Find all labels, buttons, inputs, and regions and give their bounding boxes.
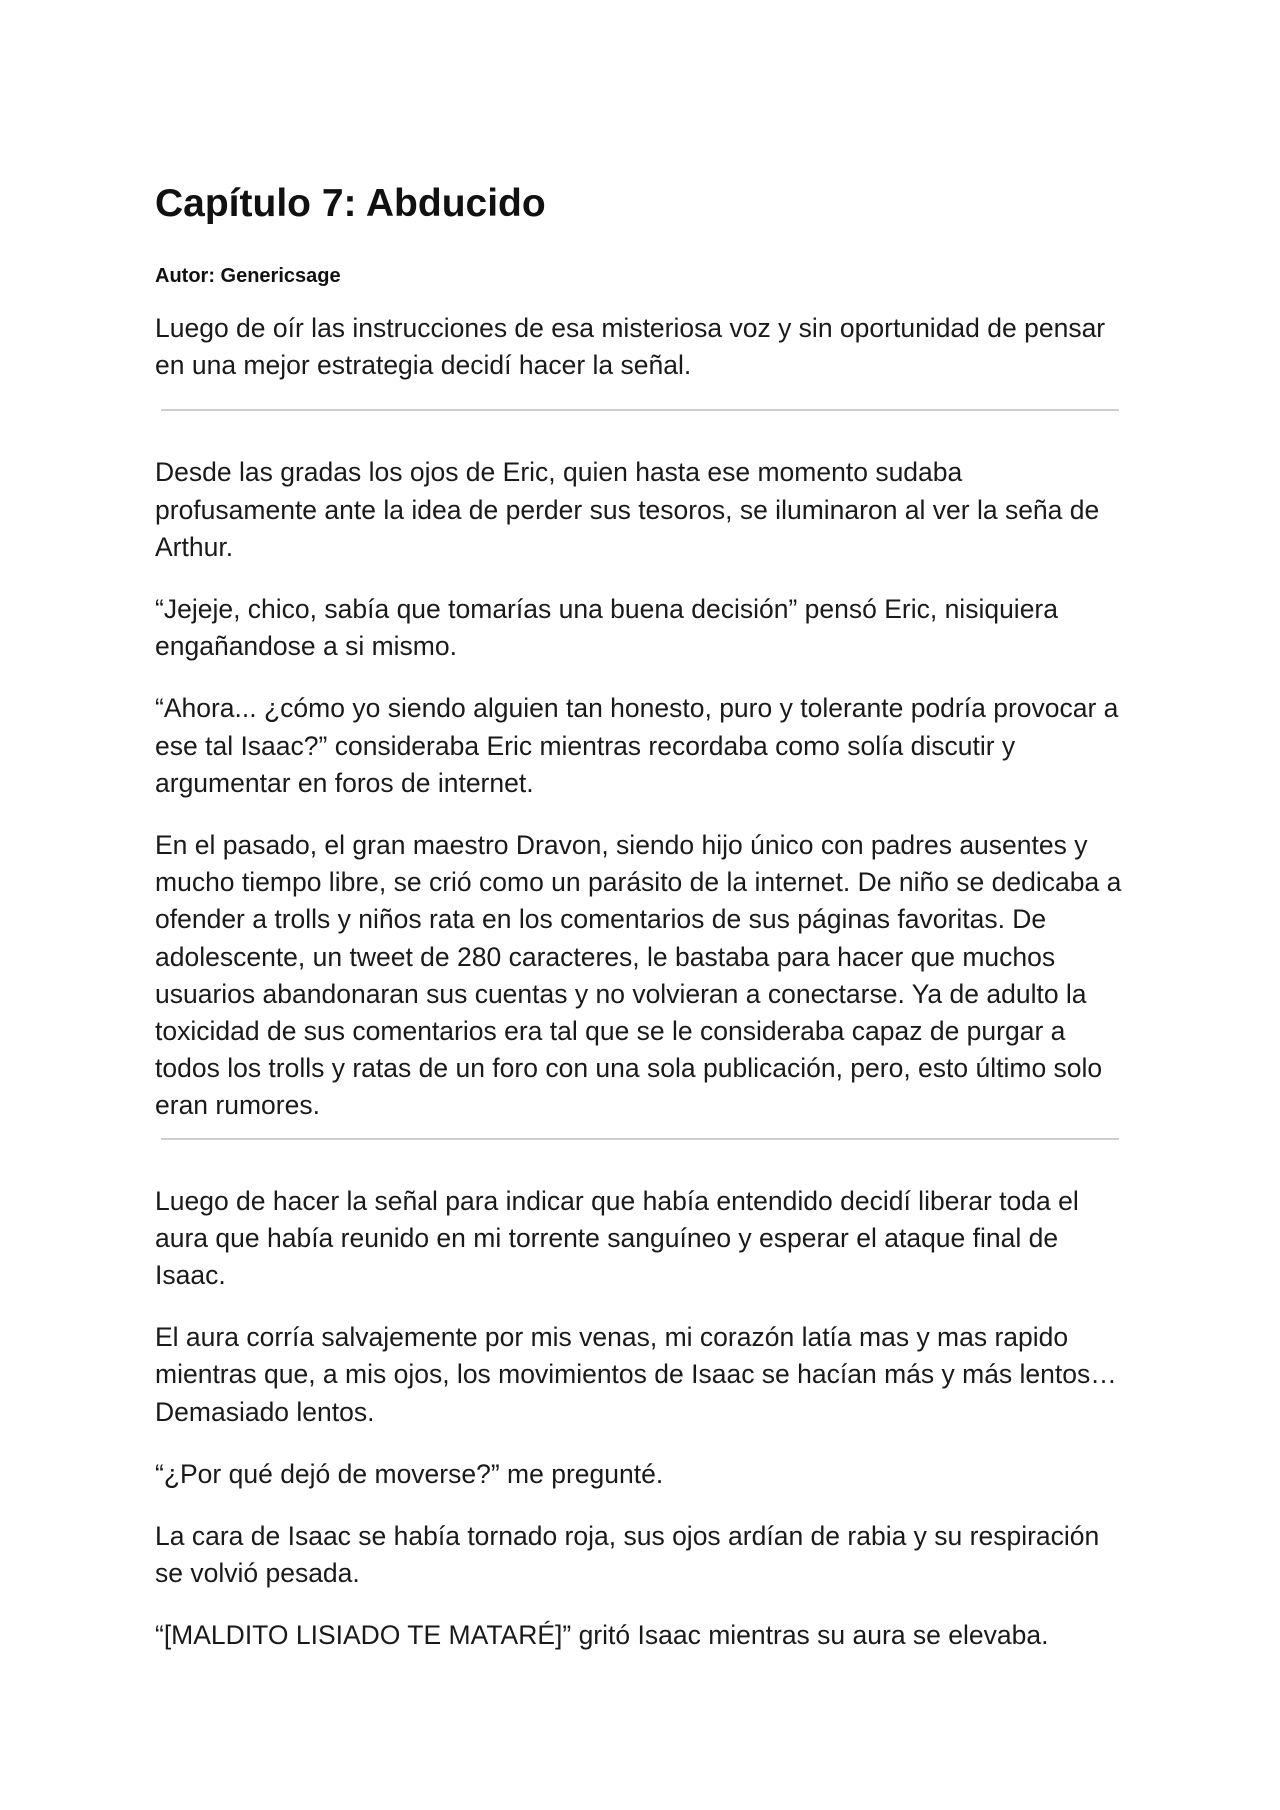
paragraph: En el pasado, el gran maestro Dravon, siendo hijo único con padres ausentes y mucho tiempo libre, se crió como un parásito de la internet. De niño se dedicaba a ofender a trolls y niños rata en los comentarios de sus páginas favoritas. De adolescente, un tweet de 280 caracteres, le bastaba para hacer que muchos usuarios abandonaran sus cuentas y no volvieran a conectarse. Ya de adulto la toxicidad de sus comentarios era tal que se le consideraba capaz de purgar a todos los trolls y ratas de un foro con una sola publicación, pero, esto último solo eran rumores. xyxy=(155,830,1122,1121)
paragraph: “[MALDITO LISIADO TE MATARÉ]” gritó Isaac mientras su aura se elevaba. xyxy=(155,1620,1049,1651)
paragraph: “Ahora... ¿cómo yo siendo alguien tan honesto, puro y tolerante podría provocar a ese tal Isaac?” consideraba Eric mientras recordaba como solía discutir y argumentar en foros de internet. xyxy=(155,693,1119,798)
paragraph: Desde las gradas los ojos de Eric, quien hasta ese momento sudaba profusamente ante la idea de perder sus tesoros, se iluminaron al ver la seña de Arthur. xyxy=(155,457,1100,562)
paragraph: El aura corría salvajemente por mis venas, mi corazón latía mas y mas rapido mientras que, a mis ojos, los movimientos de Isaac se hacían más y más lentos… Demasiado lentos. xyxy=(155,1322,1117,1427)
paragraph: “Jejeje, chico, sabía que tomarías una buena decisión” pensó Eric, nisiquiera engañandose a si mismo. xyxy=(155,594,1058,662)
paragraph: Luego de oír las instrucciones de esa misteriosa voz y sin oportunidad de pensar en una mejor estrategia decidí hacer la señal. xyxy=(155,313,1106,381)
paragraph: “¿Por qué dejó de moverse?” me pregunté. xyxy=(155,1458,664,1489)
section-divider xyxy=(161,409,1119,411)
document-page xyxy=(155,176,1123,1680)
paragraph: La cara de Isaac se había tornado roja, sus ojos ardían de rabia y su respiración se volvió pesada. xyxy=(155,1521,1100,1589)
section-divider xyxy=(161,1138,1119,1140)
chapter-title: Capítulo 7: Abducido xyxy=(155,182,546,225)
paragraph: Luego de hacer la señal para indicar que había entendido decidí liberar toda el aura que había reunido en mi torrente sanguíneo y esperar el ataque final de Isaac. xyxy=(155,1185,1079,1291)
author-line: Autor: Genericsage xyxy=(155,265,341,287)
